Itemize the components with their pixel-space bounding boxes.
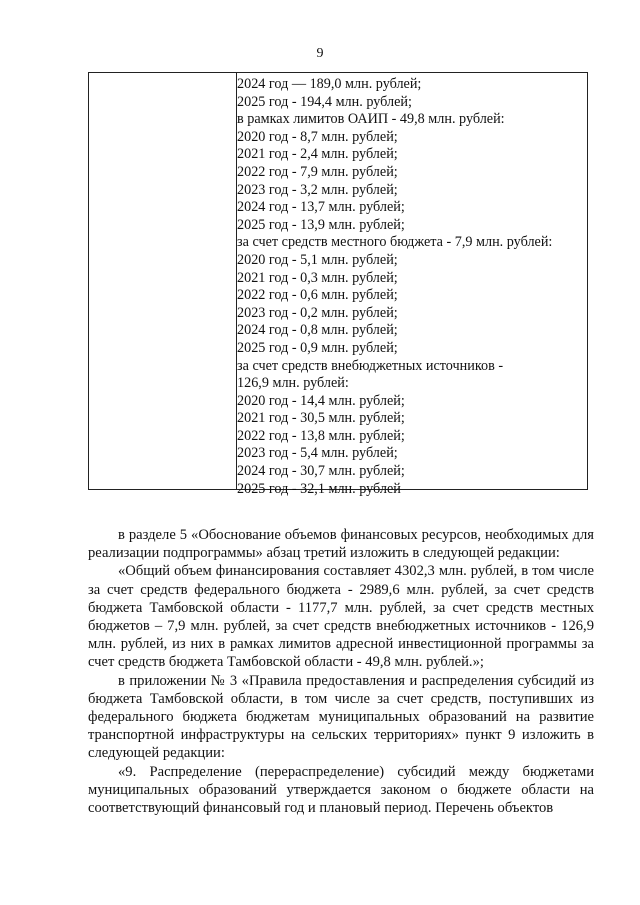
table-line: 2024 год - 13,7 млн. рублей; [237,199,405,216]
table-line: за счет средств местного бюджета - 7,9 млн. рублей: [237,234,553,251]
table-line: 2022 год - 7,9 млн. рублей; [237,163,398,180]
table-line: 2022 год - 0,6 млн. рублей; [237,287,398,304]
table-line: 2025 год - 0,9 млн. рублей; [237,339,398,356]
table-line: 2021 год - 0,3 млн. рублей; [237,269,398,286]
page-number: 9 [316,46,324,61]
table-line: в рамках лимитов ОАИП - 49,8 млн. рублей: [237,111,505,128]
document-body [88,526,594,817]
table-line: 2025 год - 13,9 млн. рублей; [237,216,405,233]
table-line: 2023 год - 3,2 млн. рублей; [237,181,398,198]
table-line: за счет средств внебюджетных источников - [237,357,504,374]
table-right-cell [237,76,585,498]
table-line: 2020 год - 8,7 млн. рублей; [237,128,398,145]
table-line: 2020 год - 14,4 млн. рублей; [237,392,405,409]
paragraph: в приложении № 3 «Правила предоставления и распределения субсидий из бюджета Тамбовской области, в том числе за счет средств, поступивших из федерального бюджета бюджетам муниципальных образований на развитие транспортной инфраструктуры на сельских территориях» пункт 9 изложить в следующей редакции: [88,672,594,762]
table-line: 2021 год - 30,5 млн. рублей; [237,410,405,427]
table-line: 126,9 млн. рублей: [237,375,349,392]
paragraph: «Общий объем финансирования составляет 4302,3 млн. рублей, в том числе за счет средств федерального бюджета - 2989,6 млн. рублей, за счет средств бюджета Тамбовской области - 1177,7 млн. рублей, за счет средств местных бюджетов – 7,9 млн. рублей, за счет средств внебюджетных источников - 126,9 млн. рублей, из них в рамках лимитов адресной инвестиционной программы за счет средств бюджета Тамбовской области - 49,8 млн. рублей.»; [88,563,594,671]
table-line: 2025 год - 32,1 млн. рублей [237,480,401,497]
paragraph: «9. Распределение (перераспределение) субсидий между бюджетами муниципальных образований утверждается законом о бюджете области на соответствующий финансовый год и плановый период. Перечень объектов [88,763,594,817]
table-line: 2025 год - 194,4 млн. рублей; [237,93,412,110]
table-line: 2024 год — 189,0 млн. рублей; [237,76,422,92]
paragraph: в разделе 5 «Обоснование объемов финансовых ресурсов, необходимых для реализации подпрограммы» абзац третий изложить в следующей редакции: [88,527,594,562]
table-line: 2024 год - 0,8 млн. рублей; [237,322,398,339]
table-line: 2024 год - 30,7 млн. рублей; [237,463,405,480]
table-left-cell [89,73,237,489]
table-line: 2023 год - 5,4 млн. рублей; [237,445,398,462]
table-line: 2020 год - 5,1 млн. рублей; [237,251,398,268]
financing-table [88,72,588,497]
table-line: 2021 год - 2,4 млн. рублей; [237,146,398,163]
table-line: 2023 год - 0,2 млн. рублей; [237,304,398,321]
table-line: 2022 год - 13,8 млн. рублей; [237,427,405,444]
